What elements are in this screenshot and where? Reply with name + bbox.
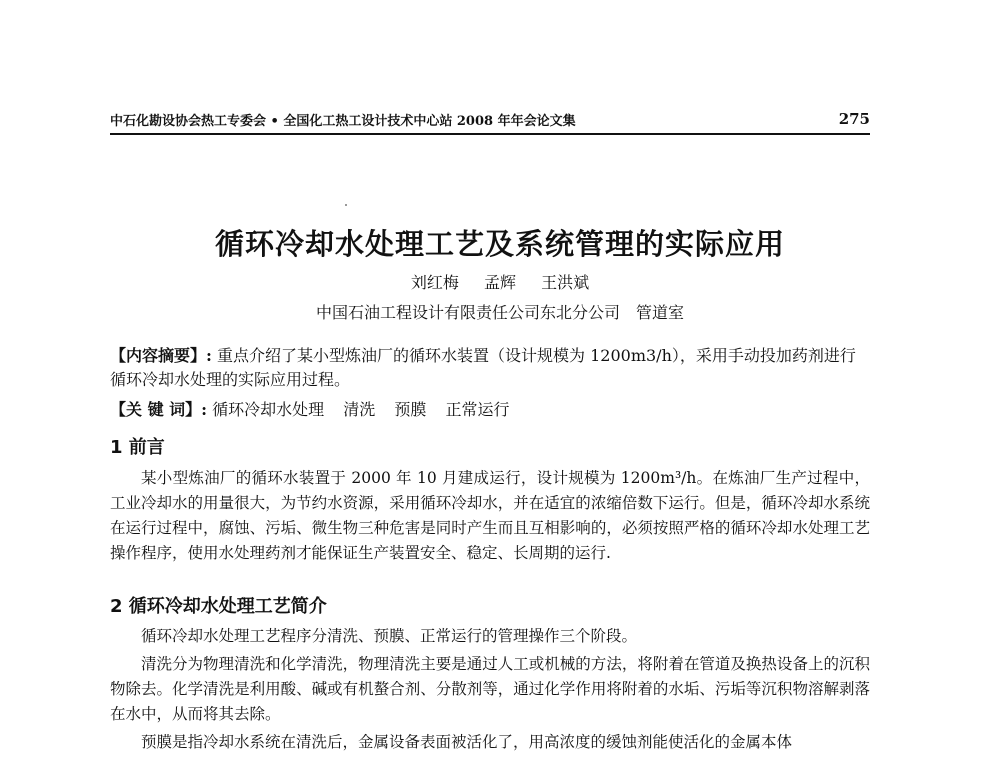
body-paragraph: 预膜是指冷却水系统在清洗后，金属设备表面被活化了，用高浓度的缓蚀剂能使活化的金属本体 <box>141 733 793 751</box>
keyword: 正常运行 <box>445 400 510 419</box>
section-heading-process: 2 循环冷却水处理工艺简介 <box>110 596 327 617</box>
body-paragraph: 循环冷却水处理工艺程序分清洗、预膜、正常运行的管理操作三个阶段。 <box>141 627 638 645</box>
keyword: 循环冷却水处理 <box>212 400 325 419</box>
scan-speck <box>345 204 347 206</box>
article-title: 循环冷却水处理工艺及系统管理的实际应用 <box>214 227 785 261</box>
section-heading-introduction: 1 前言 <box>110 437 165 458</box>
page-number: 275 <box>838 110 870 128</box>
keywords <box>110 398 870 422</box>
author-name: 刘红梅 <box>410 273 459 292</box>
abstract <box>110 344 870 392</box>
affiliation-department: 管道室 <box>636 303 685 322</box>
abstract-label: 【内容摘要】: <box>110 346 212 365</box>
affiliation-company: 中国石油工程设计有限责任公司东北分公司 <box>315 303 620 322</box>
keywords-label: 【关 键 词】: <box>110 400 208 419</box>
affiliation <box>0 300 1000 323</box>
keyword: 预膜 <box>394 400 427 419</box>
body-paragraph: 某小型炼油厂的循环水装置于 2000 年 10 月建成运行，设计规模为 1200m³/h。在炼油厂生产过程中，工业冷却水的用量很大，为节约水资源，采用循环冷却水，并在适宜的浓缩倍数下运行。但是，循环冷却水系统在运行过程中，腐蚀、污垢、微生物三种危害是同时产生而且互相影响的，必须按照严格的循环冷却水处理工艺操作程序，使用水处理药剂才能保证生产装置安全、稳定、长周期的运行. <box>110 469 870 562</box>
keyword: 清洗 <box>343 400 376 419</box>
author-name: 王洪斌 <box>541 273 590 292</box>
running-header <box>110 110 870 135</box>
abstract-text: 重点介绍了某小型炼油厂的循环水装置（设计规模为 1200m3/h），采用手动投加药剂进行循环冷却水处理的实际应用过程。 <box>110 346 856 389</box>
author-list <box>0 270 1000 293</box>
author-name: 孟辉 <box>483 273 516 292</box>
body-paragraph: 清洗分为物理清洗和化学清洗，物理清洗主要是通过人工或机械的方法，将附着在管道及换热设备上的沉积物除去。化学清洗是利用酸、碱或有机螯合剂、分散剂等，通过化学作用将附着的水垢、污垢等沉积物溶解剥落在水中，从而将其去除。 <box>110 655 870 723</box>
running-title: 中石化勘设协会热工专委会 • 全国化工热工设计技术中心站 2008 年年会论文集 <box>110 114 576 129</box>
